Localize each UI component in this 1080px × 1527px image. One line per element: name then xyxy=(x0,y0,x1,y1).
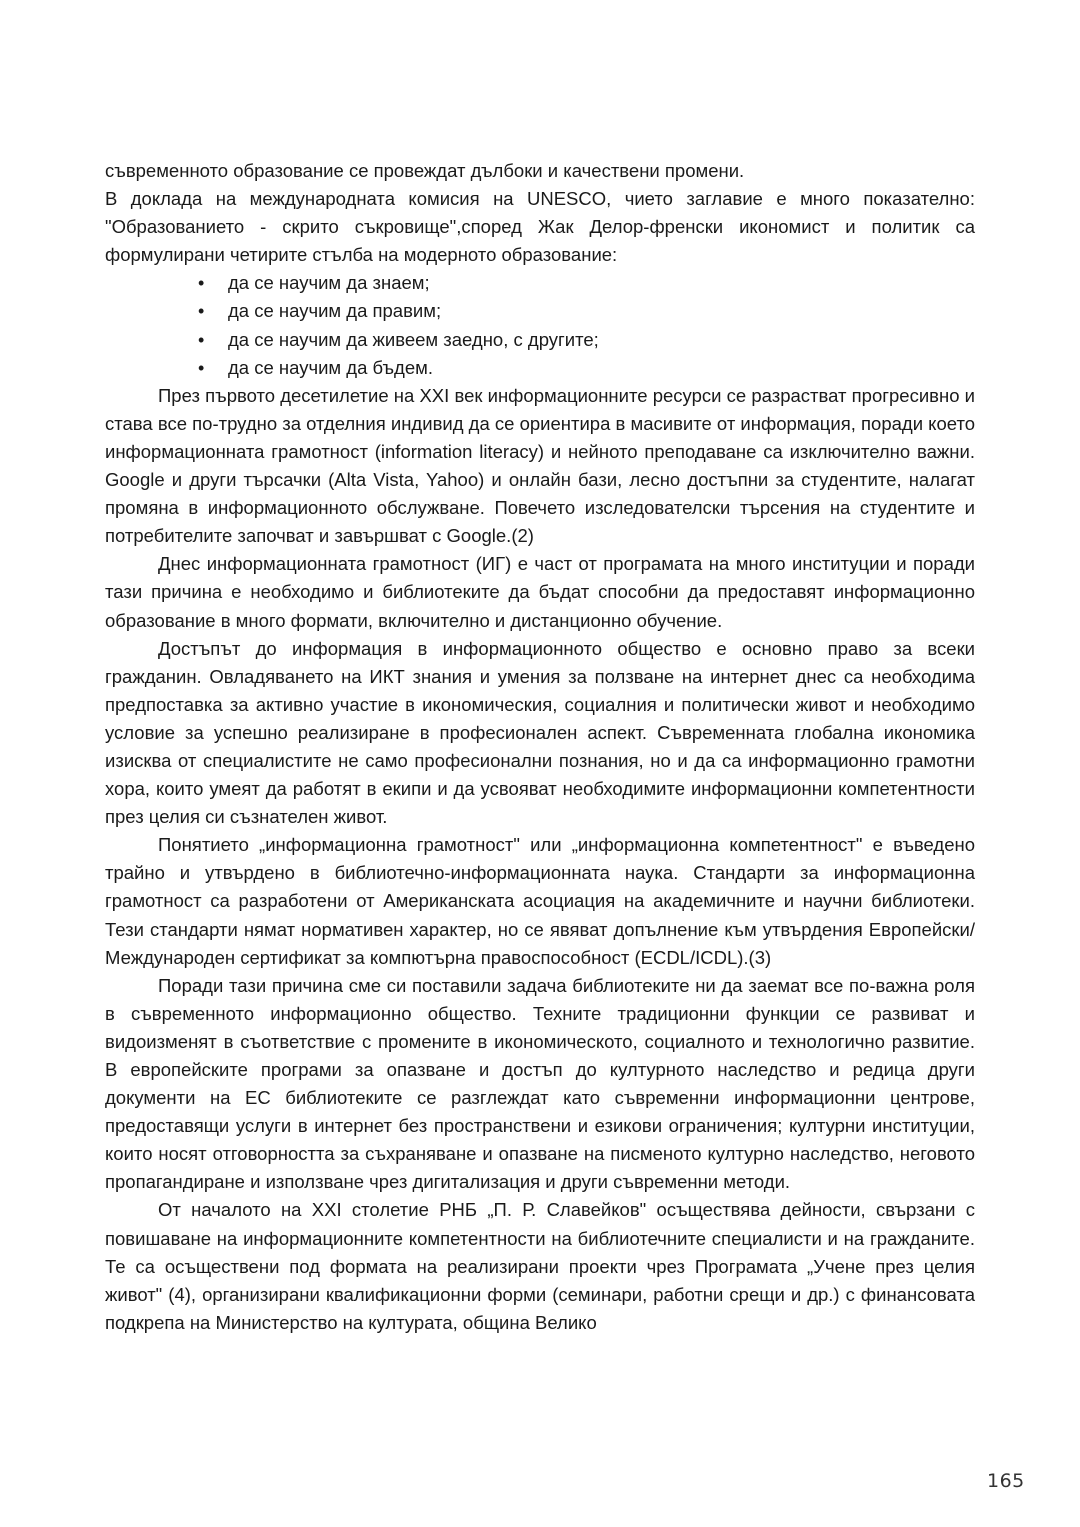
list-item-text: да се научим да знаем; xyxy=(228,272,430,294)
paragraph: съвременното образование се провеждат дълбоки и качествени промени. xyxy=(105,160,745,181)
page-number: 165 xyxy=(987,1470,1025,1492)
paragraph: От началото на XXI столетие РНБ „П. Р. Славейков" осъществява дейности, свързани с повишаване на информационните компетентности на библиотечните специалисти и на гражданите. Те са осъществени под формата на реализирани проекти чрез Програмата „Учене през целия живот" (4), организирани квалификационни форми (семинари, работни срещи и др.) с финансовата подкрепа на Министерство на културата, община Велико xyxy=(105,1199,975,1333)
paragraph: Поради тази причина сме си поставили задача библиотеките ни да заемат все по-важна роля в съвременното информационно общество. Техните традиционни функции се развиват и видоизменят в съответствие с промените в икономическото, социалното и технологично развитие. В европейските програми за опазване и достъп до културното наследство и редица други документи на ЕС библиотеките се разглеждат като съвременни информационни центрове, предоставящи услуги в интернет без пространствени и езикови ограничения; културни институции, които носят отговорността за съхраняване и опазване на писменото културно наследство, неговото пропагандиране и използване чрез дигитализация и други съвременни методи. xyxy=(105,974,975,1193)
list-item xyxy=(198,354,975,382)
paragraph: В доклада на международната комисия на UNESCO, чието заглавие е много показателно: "Образованието - скрито съкровище",според Жак Делор-френски икономист и политик са формулирани четирите стълба на модерното образование: xyxy=(105,188,975,266)
list-item xyxy=(198,297,975,325)
bullet-dot-icon: • xyxy=(198,301,205,322)
bullet-dot-icon: • xyxy=(198,329,205,350)
list-item-text: да се научим да живеем заедно, с другите; xyxy=(228,328,599,350)
list-item xyxy=(198,326,975,354)
bullet-dot-icon: • xyxy=(198,357,205,378)
paragraph: През първото десетилетие на XXI век информационните ресурси се разрастват прогресивно и става все по-трудно за отделния индивид да се ориентира в масивите от информация, поради което информационната грамотност (information literacy) и нейното преподаване са изключително важни. Google и други търсачки (Alta Vista, Yahoo) и онлайн бази, лесно достъпни за студентите, налагат промяна в информационното обслужване. Повечето изследователски търсения на студентите и потребителите започват и завършват с Google.(2) xyxy=(105,384,975,547)
paragraph: Днес информационната грамотност (ИГ) е част от програмата на много институции и поради тази причина е необходимо и библиотеките да бъдат способни да предоставят информационно образование в много формати, включително и дистанционно обучение. xyxy=(105,553,975,631)
list-item-text: да се научим да бъдем. xyxy=(228,356,433,378)
paragraph: Достъпът до информация в информационното общество е основно право за всеки гражданин. Овладяването на ИКТ знания и умения за ползване на интернет днес са необходима предпоставка за активно участие в икономическия, социалния и политически живот и необходимо условие за успешно реализиране в професионален аспект. Съвременната глобална икономика изисква от специалистите не само професионални познания, но и да са информационно грамотни хора, които умеят да работят в екипи и да усвояват необходимите информационни компетентности през целия си съзнателен живот. xyxy=(105,637,975,828)
bullet-dot-icon: • xyxy=(198,273,205,294)
document-body xyxy=(105,157,975,1337)
list-item xyxy=(198,269,975,297)
list-item-text: да се научим да правим; xyxy=(228,300,442,322)
bullet-list xyxy=(105,269,975,381)
paragraph: Понятието „информационна грамотност" или „информационна компетентност" е въведено трайно и утвърдено в библиотечно-информационната наука. Стандарти за информационна грамотност са разработени от Американската асоциация на академичните и научни библиотеки. Тези стандарти нямат нормативен характер, но се явяват допълнение към утвърдения Европейски/Международен сертификат за компютърна правоспособност (ECDL/ICDL).(3) xyxy=(105,834,975,968)
